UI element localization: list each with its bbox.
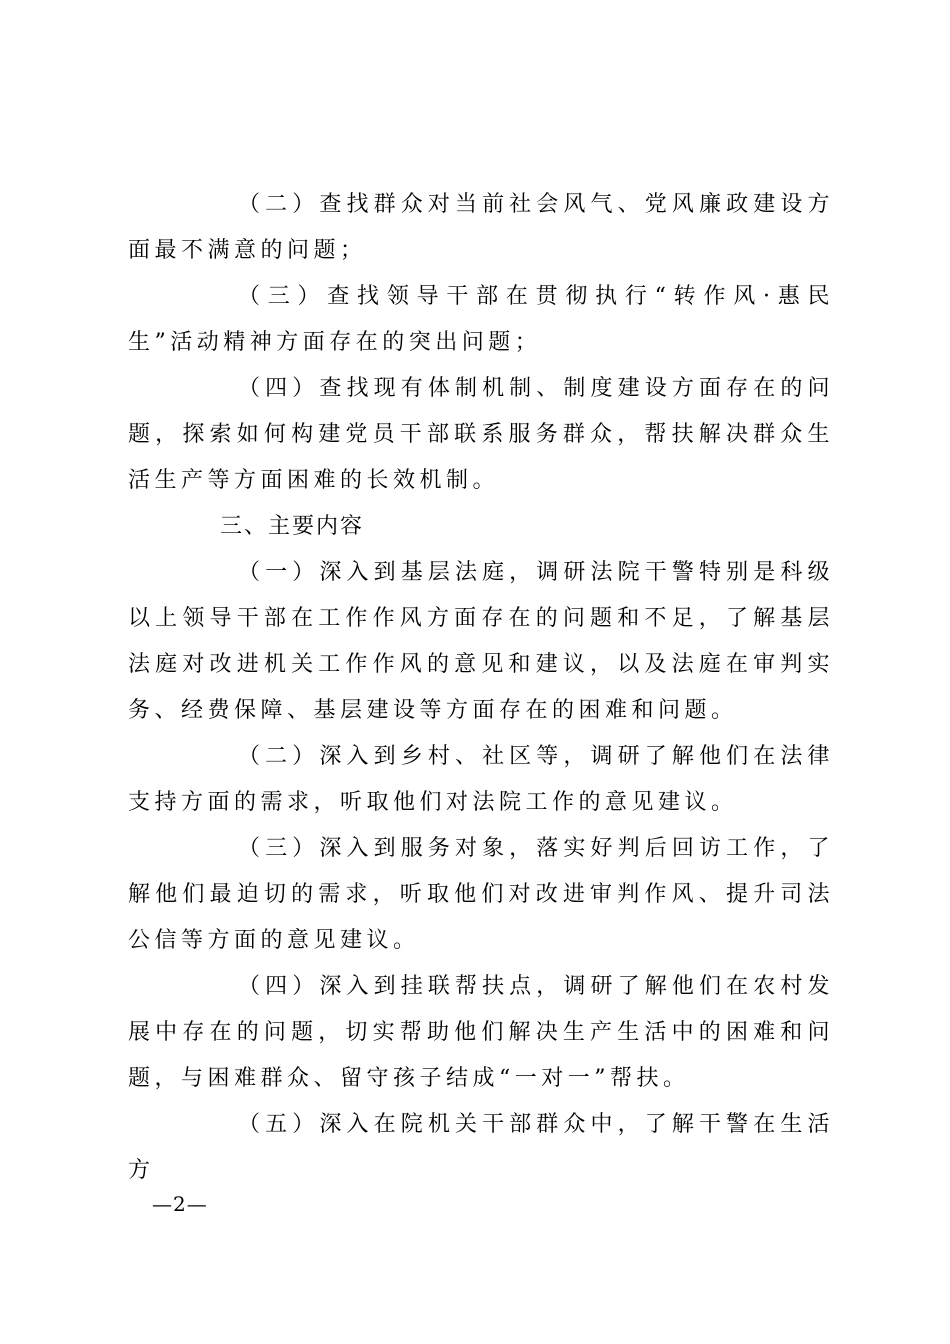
document-body — [128, 182, 834, 1194]
paragraph-item-4-mechanism-problems: （四）查找现有体制机制、制度建设方面存在的问题，探索如何构建党员干部联系服务群众，帮扶解决群众生活生产等方面困难的长效机制。 — [128, 376, 834, 493]
paragraph-item-2-problems-with-social-atmosphere: （二）查找群众对当前社会风气、党风廉政建设方面最不满意的问题； — [128, 192, 834, 263]
section-heading-main-content: 三、主要内容 — [220, 514, 365, 539]
paragraph-content-3-service-targets: （三）深入到服务对象，落实好判后回访工作，了解他们最迫切的需求，听取他们对改进审判作风、提升司法公信等方面的意见建议。 — [128, 836, 834, 953]
paragraph-content-4-assistance-points: （四）深入到挂联帮扶点，调研了解他们在农村发展中存在的问题，切实帮助他们解决生产生活中的困难和问题，与困难群众、留守孩子结成“一对一”帮扶。 — [128, 974, 834, 1091]
paragraph-item-3-leadership-problems: （三）查找领导干部在贯彻执行“转作风·惠民生”活动精神方面存在的突出问题； — [128, 284, 834, 355]
paragraph-content-1-grassroots-courts: （一）深入到基层法庭，调研法院干警特别是科级以上领导干部在工作作风方面存在的问题和不足，了解基层法庭对改进机关工作作风的意见和建议，以及法庭在审判实务、经费保障、基层建设等方面存在的困难和问题。 — [128, 560, 834, 723]
page-number: —2— — [152, 1192, 208, 1216]
paragraph-content-2-villages-communities: （二）深入到乡村、社区等，调研了解他们在法律支持方面的需求，听取他们对法院工作的意见建议。 — [128, 744, 834, 815]
paragraph-content-5-court-staff: （五）深入在院机关干部群众中，了解干警在生活方 — [128, 1112, 834, 1183]
